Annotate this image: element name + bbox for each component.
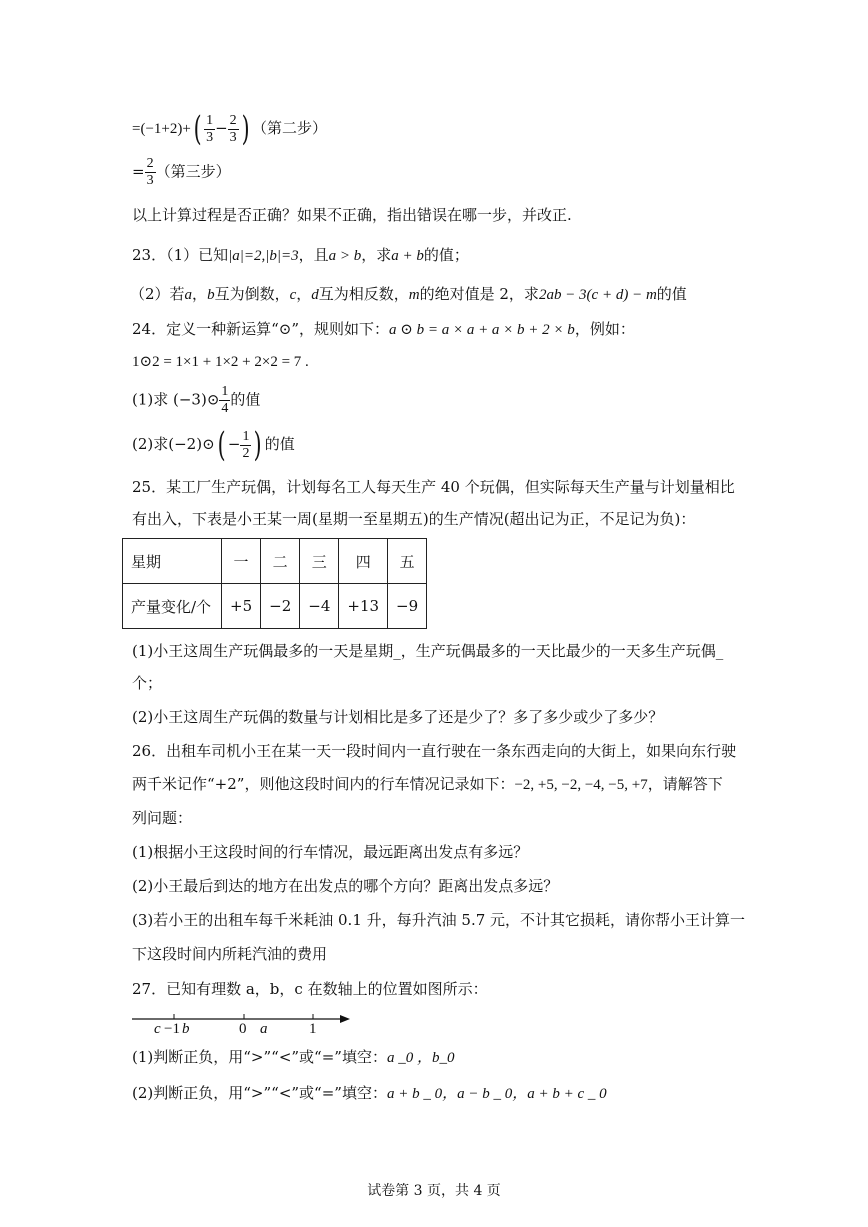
table-cell: −2 [261,584,300,629]
q24-intro: 24．定义一种新运算“⊙”，规则如下：a ⊙ b = a × a + a × b + 2 × b，例如： [132,320,635,338]
table-cell: 三 [300,539,339,584]
table-cell: +5 [222,584,261,629]
table-cell: 产量变化/个 [123,584,222,629]
q22-tail: 以上计算过程是否正确？如果不正确，指出错误在哪一步，并改正. [132,206,572,224]
fraction-1-2: $\frac{1}{2}$ [242,428,250,461]
q27-part1: (1)判断正负，用“>”“<”或“=”填空：a _0 ，b_0 [132,1048,455,1066]
table-cell: 一 [222,539,261,584]
q25-line2: 有出入，下表是小王某一周(星期一至星期五)的生产情况(超出记为正，不足记为负)： [132,510,696,528]
q26-line1: 26．出租车司机小王在某一天一段时间内一直行驶在一条东西走向的大街上，如果向东行驶 [132,742,737,760]
step3-line [132,156,231,189]
table-cell: 四 [339,539,388,584]
number-line [130,1011,360,1035]
production-table [122,538,427,629]
q24-part2: (2)求(−2)⊙( − $\frac{1}{2}$ ) 的值 [132,425,295,465]
left-paren: ( [193,109,202,149]
fraction-1-3: $\frac{1}{3}$ [206,112,214,145]
table-cell: 五 [388,539,427,584]
q23-part2: （2）若a，b互为倒数，c，d互为相反数，m的绝对值是 2，求2ab − 3(c + d) − m的值 [130,285,687,303]
q26-line3: 列问题： [132,809,193,827]
q25-part1-line2: 个； [132,674,163,692]
page-footer: 试卷第 3 页，共 4 页 [367,1183,501,1199]
axis-label-a: a [260,1021,268,1035]
axis-label-c: c [154,1021,161,1035]
table-row [123,539,427,584]
q26-part3-line1: (3)若小王的出租车每千米耗油 0.1 升，每升汽油 5.7 元，不计其它损耗，请你帮小王计算一 [132,911,746,929]
step3-eq: = [132,162,145,181]
axis-label-1: 1 [309,1021,317,1035]
q25-line1: 25．某工厂生产玩偶，计划每名工人每天生产 40 个玩偶，但实际每天生产量与计划量相比 [132,478,735,496]
table-cell: −4 [300,584,339,629]
table-cell: 二 [261,539,300,584]
step2-label: （第二步） [251,119,327,137]
table-cell: 星期 [123,539,222,584]
q25-part1-line1: (1)小王这周生产玩偶最多的一天是星期_，生产玩偶最多的一天比最少的一天多生产玩偶_ [132,642,724,660]
right-paren: ) [241,109,250,149]
q26-part3-line2: 下这段时间内所耗汽油的费用 [132,945,328,963]
axis-label-0: 0 [239,1021,247,1035]
step3-label: （第三步） [155,162,231,181]
q24-example: 1⊙2 = 1×1 + 1×2 + 2×2 = 7 . [132,354,309,370]
step2-line [132,109,327,149]
q27-intro: 27．已知有理数 a，b，c 在数轴上的位置如图所示： [132,980,488,998]
q25-part2: (2)小王这周生产玩偶的数量与计划相比是多了还是少了？多了多少或少了多少？ [132,708,664,726]
axis-label-b: b [182,1021,190,1035]
step2-eq: =(−1+2)+ [132,121,191,137]
fraction-1-4: $\frac{1}{4}$ [221,384,229,416]
q26-part2: (2)小王最后到达的地方在出发点的哪个方向？距离出发点多远？ [132,877,559,895]
table-cell: −9 [388,584,427,629]
q23-part1: 23．（1）已知|a|=2,|b|=3，且a > b，求a + b的值； [132,246,469,264]
axis-label-neg1: −1 [164,1021,180,1035]
q26-line2: 两千米记作“+2”，则他这段时间内的行车情况记录如下：−2, +5, −2, −4, −5, +7，请解答下 [132,775,723,793]
q24-part1: (1)求 (−3)⊙ $\frac{1}{4}$ 的值 [132,384,261,416]
fraction-2-3: $\frac{2}{3}$ [229,112,237,145]
q27-part2: (2)判断正负，用“>”“<”或“=”填空：a + b _ 0，a − b _ 0，a + b + c _ 0 [132,1084,607,1102]
table-cell: +13 [339,584,388,629]
fraction-2-3b: $\frac{2}{3}$ [146,156,154,188]
table-row [123,584,427,629]
minus-sign: − [215,119,228,137]
q26-part1: (1)根据小王这段时间的行车情况，最远距离出发点有多远？ [132,843,529,861]
